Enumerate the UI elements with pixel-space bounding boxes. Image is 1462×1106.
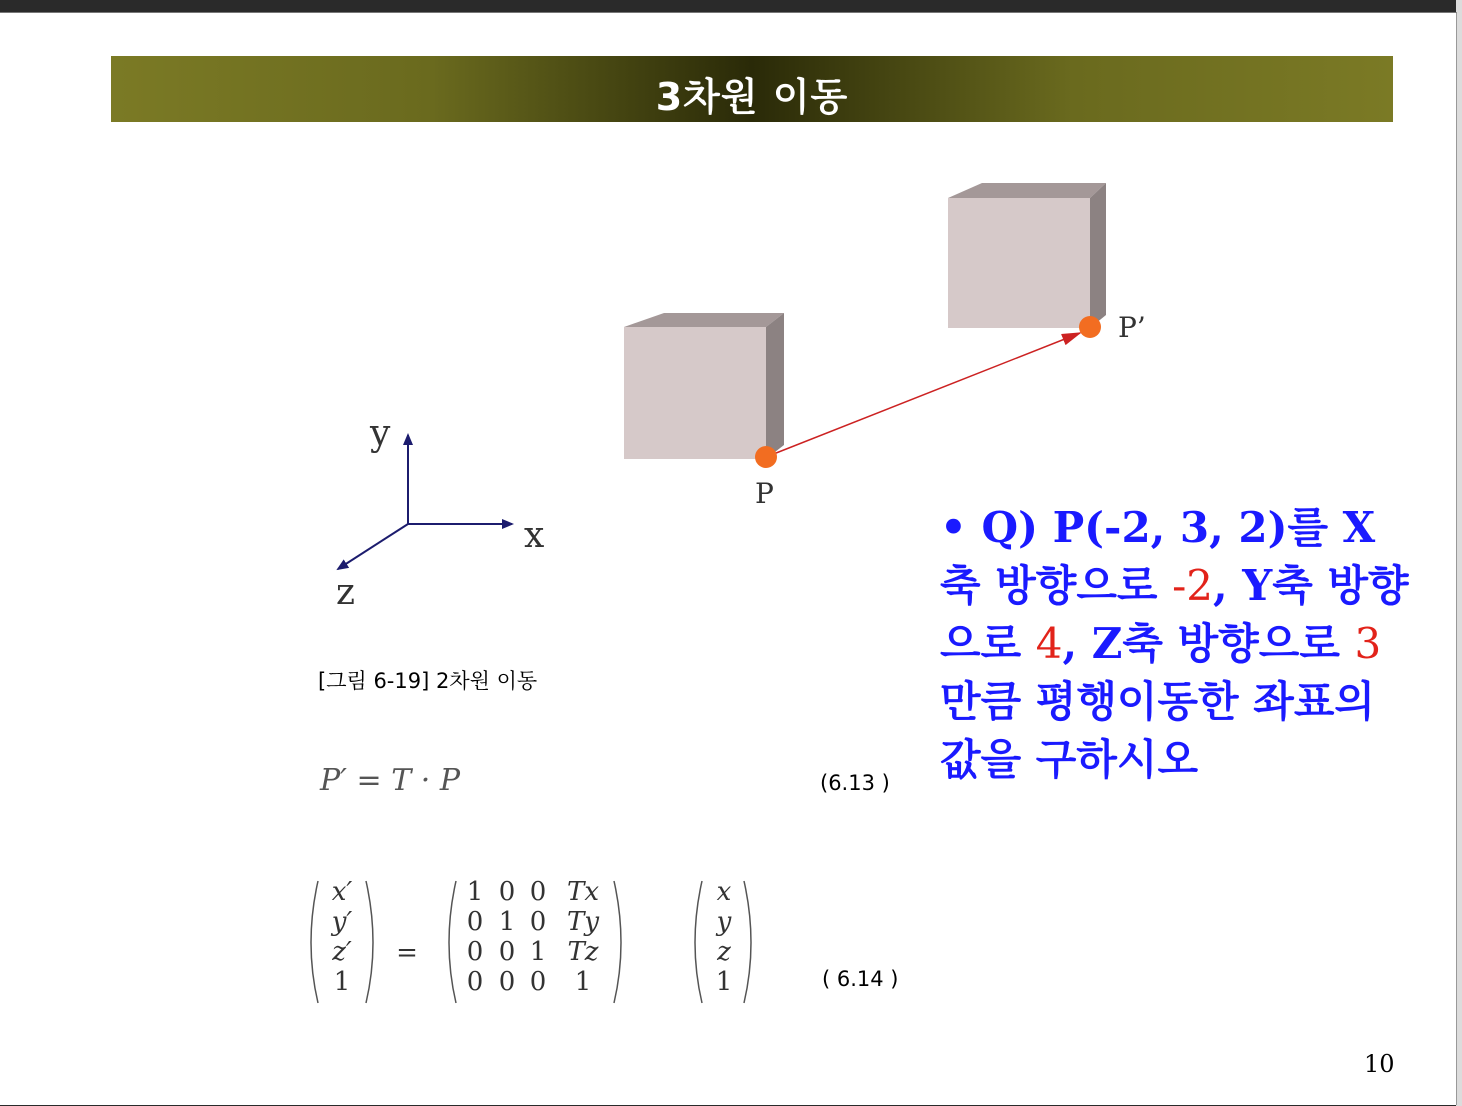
lhs-cell: z′ (332, 937, 352, 967)
matrix-cell: 0 (498, 967, 516, 997)
matrix-cell: 1 (466, 877, 484, 907)
lhs-cell: x′ (331, 877, 353, 907)
value-y: 4 (1035, 619, 1063, 668)
matrix-cell: 1 (574, 967, 592, 997)
matrix-cell: 0 (498, 937, 516, 967)
question-part-3: , Z축 방향으로 (1062, 619, 1355, 668)
rhs-cell: z (717, 937, 731, 967)
equation-6-13-number: (6.13 ) (820, 771, 890, 795)
bullet: • (940, 503, 967, 552)
lhs-bracket-left (311, 881, 318, 1003)
slide (0, 12, 1457, 1105)
cube-original-front (624, 327, 766, 459)
question-part-2: , Y축 방향으로 (940, 561, 1409, 668)
matrix-col-2 (496, 877, 518, 997)
matrix-cell: 0 (529, 967, 547, 997)
matrix-cell: 0 (529, 907, 547, 937)
matrix-cell: 0 (498, 877, 516, 907)
cube-original-top (624, 313, 784, 327)
matrix-cell: 0 (466, 967, 484, 997)
rhs-cell: x (716, 877, 732, 907)
x-axis-label: x (524, 515, 545, 556)
rhs-bracket-left (695, 881, 702, 1003)
page-number: 10 (1364, 1050, 1395, 1078)
cube-translated-front (948, 198, 1090, 328)
matrix-bracket-right (614, 881, 621, 1003)
rhs-cell: y (716, 907, 732, 937)
axes (336, 413, 544, 613)
matrix-cell: Tx (566, 877, 599, 907)
matrix-cell: 0 (529, 877, 547, 907)
matrix-bracket-left (449, 881, 456, 1003)
value-x: -2 (1172, 561, 1214, 610)
cube-original (624, 313, 784, 459)
cube-original-side (766, 313, 784, 459)
cube-translated-side (1090, 183, 1106, 328)
lhs-cell: y′ (331, 907, 353, 937)
point-p-prime (1079, 316, 1101, 338)
lhs-vector (328, 877, 356, 997)
matrix-cell: Ty (566, 907, 600, 937)
rhs-bracket-right (744, 881, 751, 1003)
cube-translated (948, 183, 1106, 328)
value-z: 3 (1354, 619, 1382, 668)
matrix-col-4 (560, 877, 606, 997)
matrix-col-1 (464, 877, 486, 997)
equals-sign: = (396, 938, 418, 968)
equation-6-13: P′ = T · P (320, 763, 461, 798)
point-p-prime-label: P’ (1118, 311, 1146, 344)
rhs-vector (711, 877, 737, 997)
matrix-cell: 0 (466, 937, 484, 967)
z-axis-line (338, 524, 408, 569)
matrix-cell: 0 (466, 907, 484, 937)
y-axis-label: y (370, 413, 391, 454)
slide-title: 3차원 이동 (655, 75, 849, 119)
rhs-cell: 1 (715, 967, 733, 997)
equation-6-14-number: ( 6.14 ) (822, 967, 899, 991)
matrix-cell: 1 (498, 907, 516, 937)
lhs-cell: 1 (333, 967, 351, 997)
question-text (940, 499, 1410, 789)
translation-arrow (766, 333, 1080, 457)
figure-caption: [그림 6-19] 2차원 이동 (318, 669, 538, 693)
question-part-1: Q) P(-2, 3, 2)를 X축 방향으로 (940, 503, 1376, 610)
matrix-col-3 (527, 877, 549, 997)
cube-translated-top (948, 183, 1106, 198)
point-p (755, 446, 777, 468)
lhs-bracket-right (366, 881, 373, 1003)
matrix-cell: 1 (529, 937, 547, 967)
question-part-4: 만큼 평행이동한 좌표의 값을 구하시오 (940, 677, 1375, 784)
matrix-cell: Tz (567, 937, 599, 967)
z-axis-label: z (336, 572, 355, 613)
point-p-label: P (755, 477, 774, 510)
